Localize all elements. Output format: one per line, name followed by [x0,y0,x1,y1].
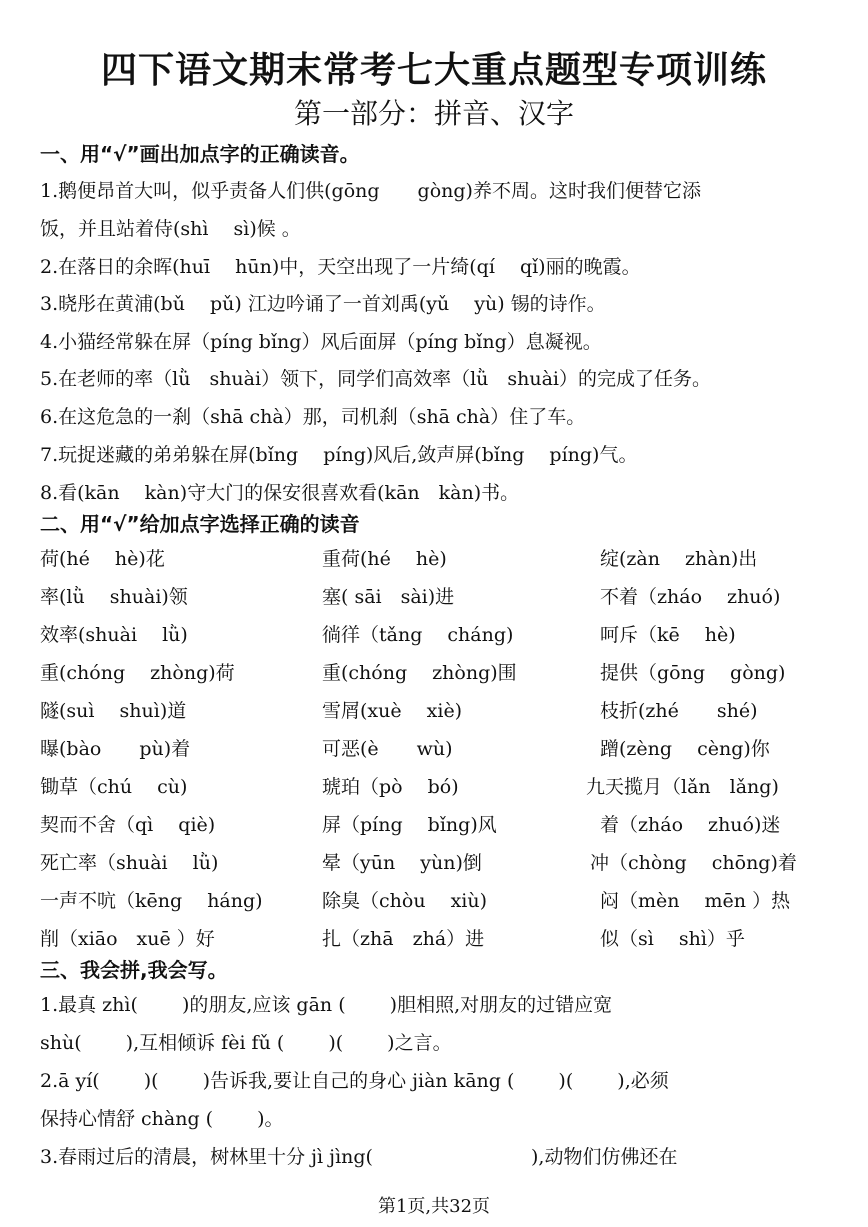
pinyin-item: 屏（píng bǐng)风 [322,814,497,836]
pinyin-item: 雪屑(xuè xiè) [322,700,463,722]
pinyin-item: 曝(bào pù)着 [40,738,191,760]
pinyin-item: 重(chóng zhòng)荷 [40,662,235,684]
pinyin-item: 不着（zháo zhuó) [600,586,781,608]
section1-heading: 一、用“√”画出加点字的正确读音。 [40,142,360,166]
pinyin-item: 契而不舍（qì qiè) [40,814,216,836]
pinyin-item: 晕（yūn yùn)倒 [322,852,482,874]
pinyin-item: 琥珀（pò bó) [322,776,459,798]
pinyin-item: 扎（zhā zhá）进 [322,928,485,950]
section1-line: 7.玩捉迷藏的弟弟躲在屏(bǐng píng)风后,敛声屏(bǐng píng)气。 [40,444,638,466]
pinyin-item: 九天揽月（lǎn lǎng) [586,776,779,798]
section3-line: 1.最真 zhì( )的朋友,应该 gān ( )胆相照,对朋友的过错应宽 [40,994,613,1016]
pinyin-item: 效率(shuài lǜ) [40,624,188,646]
pinyin-item: 塞( sāi sài)进 [322,586,455,608]
pinyin-item: 隧(suì shuì)道 [40,700,187,722]
pinyin-item: 冲（chòng chōng)着 [590,852,797,874]
pinyin-item: 削（xiāo xuē ）好 [40,928,215,950]
section3-line: 保持心情舒 chàng ( )。 [40,1108,284,1130]
section3-line: 2.ā yí( )( )告诉我,要让自己的身心 jiàn kāng ( )( ),必须 [40,1070,669,1092]
pinyin-item: 蹭(zèng cèng)你 [600,738,770,760]
section1-line: 1.鹅便昂首大叫，似乎责备人们供(gōng gòng)养不周。这时我们便替它添 [40,180,701,202]
section2-heading: 二、用“√”给加点字选择正确的读音 [40,512,360,536]
pinyin-item: 可恶(è wù) [322,738,453,760]
section1-line: 3.晓彤在黄浦(bǔ pǔ) 江边吟诵了一首刘禹(yǔ yù) 锡的诗作。 [40,293,606,315]
section1-line: 2.在落日的余晖(huī hūn)中，天空出现了一片绮(qí qǐ)丽的晚霞。 [40,256,641,278]
pinyin-item: 着（zháo zhuó)迷 [600,814,781,836]
pinyin-item: 似（sì shì）乎 [600,928,745,950]
section3-line: 3.春雨过后的清晨，树林里十分 jì jìng( ),动物们仿佛还在 [40,1146,678,1168]
pinyin-item: 提供（gōng gòng) [600,662,786,684]
page-subtitle: 第一部分：拼音、汉字 [293,97,574,130]
section3-line: shù( ),互相倾诉 fèi fǔ ( )( )之言。 [40,1032,452,1054]
section1-line: 饭，并且站着侍(shì sì)候 。 [40,218,301,240]
pinyin-item: 锄草（chú cù) [40,776,188,798]
section1-line: 4.小猫经常躲在屏（píng bǐng）风后面屏（píng bǐng）息凝视。 [40,331,602,353]
pinyin-item: 重(chóng zhòng)围 [322,662,517,684]
pinyin-item: 荷(hé hè)花 [40,548,165,570]
pinyin-item: 除臭（chòu xiù) [322,890,488,912]
pinyin-item: 呵斥（kē hè) [600,624,736,646]
pinyin-item: 枝折(zhé shé) [600,700,758,722]
pinyin-item: 重荷(hé hè) [322,548,447,570]
pinyin-item: 死亡率（shuài lǜ) [40,852,219,874]
pinyin-item: 率(lǜ shuài)领 [40,586,188,608]
pinyin-item: 绽(zàn zhàn)出 [600,548,758,570]
pinyin-item: 闷（mèn mēn ）热 [600,890,791,912]
section3-heading: 三、我会拼,我会写。 [40,958,228,982]
section1-line: 5.在老师的率（lǜ shuài）领下，同学们高效率（lǜ shuài）的完成了任务。 [40,368,712,390]
page-title: 四下语文期末常考七大重点题型专项训练 [100,50,767,91]
pinyin-item: 一声不吭（kēng háng) [40,890,263,912]
section1-line: 8.看(kān kàn)守大门的保安很喜欢看(kān kàn)书。 [40,482,520,504]
section1-line: 6.在这危急的一刹（shā chà）那，司机刹（shā chà）住了车。 [40,406,586,428]
page-number: 第1页,共32页 [377,1196,491,1217]
pinyin-item: 徜徉（tǎng cháng) [322,624,514,646]
